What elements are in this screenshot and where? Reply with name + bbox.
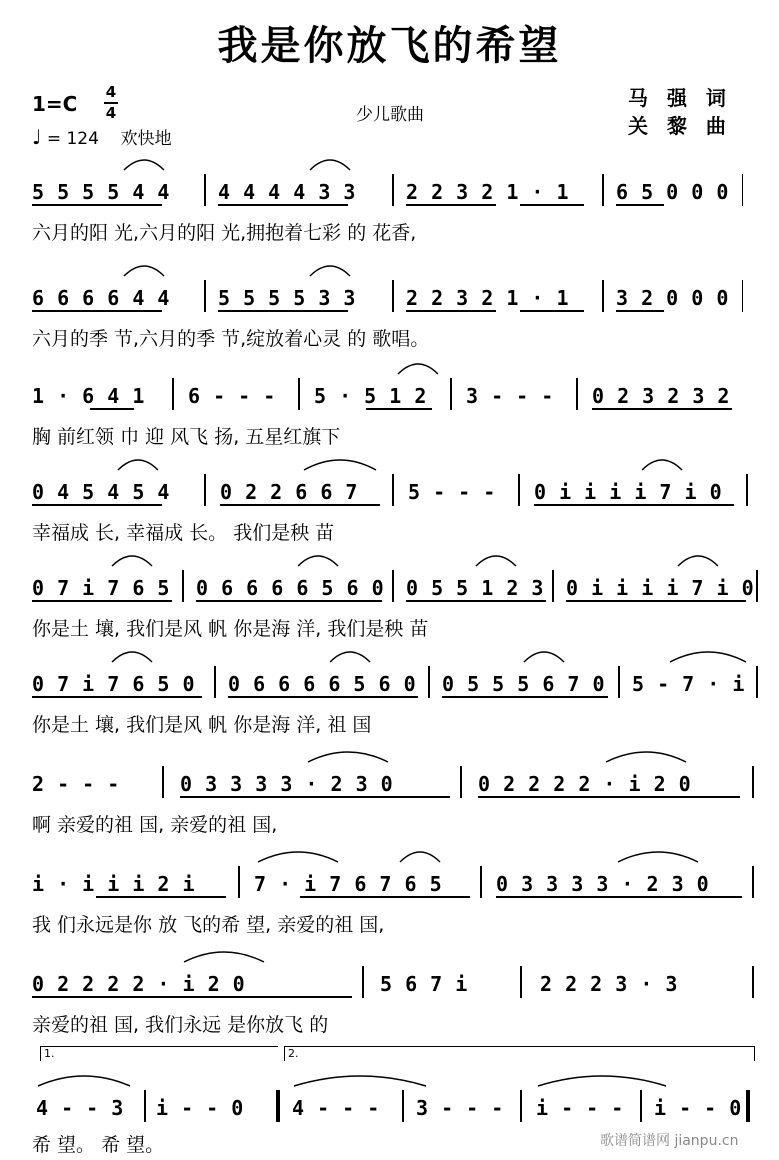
barline xyxy=(392,174,394,206)
barline xyxy=(162,766,164,798)
barline xyxy=(392,280,394,312)
beam-line xyxy=(366,408,432,410)
measure: 0 2 3 2 3 2 xyxy=(592,384,730,408)
beam-line xyxy=(180,796,450,798)
slur xyxy=(302,450,378,472)
lyrics-line: 你是土 壤, 我们是风 帆 你是海 洋, 我们是秧 苗 xyxy=(32,618,429,640)
score-row-1 xyxy=(0,180,779,244)
slur xyxy=(182,942,266,964)
lyrics-line: 亲爱的祖 国, 我们永远 是你放飞 的 xyxy=(32,1014,329,1036)
beam-line xyxy=(566,600,746,602)
beam-line xyxy=(534,504,734,506)
barline xyxy=(362,966,364,998)
slur xyxy=(398,842,442,864)
score-row-4 xyxy=(0,480,779,544)
barline xyxy=(742,174,743,206)
meter-bottom: 4 xyxy=(105,104,117,122)
measure: 3 - - - xyxy=(416,1096,504,1120)
measure: 2 2 3 2 1 · 1 xyxy=(406,180,570,204)
score-row-9 xyxy=(0,972,779,1036)
measure: 4 - - 3 xyxy=(36,1096,124,1120)
beam-line xyxy=(592,408,732,410)
barline xyxy=(428,666,430,698)
measure: 3 - - - xyxy=(466,384,554,408)
barline xyxy=(640,1090,642,1122)
measure: 5 6 7 i xyxy=(380,972,468,996)
lyrics-line: 六月的季 节,六月的季 节,绽放着心灵 的 歌唱。 xyxy=(32,328,430,350)
barline xyxy=(204,174,206,206)
measure: 1 · 6 4 1 xyxy=(32,384,145,408)
slur xyxy=(536,1066,668,1088)
barline xyxy=(752,866,754,898)
beam-line xyxy=(442,696,608,698)
barline xyxy=(238,866,240,898)
beam-line xyxy=(196,600,382,602)
beam-line xyxy=(478,796,740,798)
measure: 6 - - - xyxy=(188,384,276,408)
barline xyxy=(392,570,394,602)
measure: 0 7 i 7 6 5 xyxy=(32,576,170,600)
slur xyxy=(116,450,160,472)
barline xyxy=(618,666,620,698)
barline xyxy=(298,378,300,410)
tempo-value: = 124 xyxy=(46,129,99,149)
beam-line xyxy=(520,204,584,206)
slur xyxy=(616,842,700,864)
beam-line xyxy=(32,504,162,506)
lyricist: 马 强 词 xyxy=(628,86,732,110)
score-row-6 xyxy=(0,672,779,736)
measure: 3 2 0 0 0 xyxy=(616,286,729,310)
measure: 0 2 2 2 2 · i 2 0 xyxy=(478,772,692,796)
lyrics-line: 我 们永远是你 放 飞的希 望, 亲爱的祖 国, xyxy=(32,914,385,936)
lyrics-line: 希 望。 希 望。 xyxy=(32,1134,165,1156)
slur xyxy=(306,742,390,764)
slur xyxy=(328,642,372,664)
slur xyxy=(640,450,684,472)
measure: 0 5 5 5 6 7 0 xyxy=(442,672,606,696)
slur xyxy=(396,354,440,376)
barline xyxy=(402,1090,404,1122)
slur xyxy=(308,256,352,278)
slur xyxy=(292,1066,428,1088)
measure: 0 6 6 6 6 5 6 0 xyxy=(228,672,417,696)
lyrics-line: 胸 前红领 巾 迎 风飞 扬, 五星红旗下 xyxy=(32,426,341,448)
beam-line xyxy=(406,310,496,312)
measure: 5 - - - xyxy=(408,480,496,504)
tempo-mark xyxy=(32,124,172,149)
beam-line xyxy=(300,896,470,898)
score-row-2 xyxy=(0,286,779,350)
measure: 0 i i i i 7 i 0 xyxy=(534,480,723,504)
score-row-8 xyxy=(0,872,779,936)
measure: 7 · i 7 6 7 6 5 xyxy=(254,872,443,896)
measure: 5 5 5 5 3 3 xyxy=(218,286,356,310)
measure: 0 5 5 1 2 3 xyxy=(406,576,544,600)
barline xyxy=(204,280,206,312)
barline xyxy=(204,474,206,506)
measure: 0 3 3 3 3 · 2 3 0 xyxy=(180,772,394,796)
slur xyxy=(474,546,518,568)
lyrics-line: 幸福成 长, 幸福成 长。 我们是秧 苗 xyxy=(32,522,335,544)
barline xyxy=(172,378,174,410)
beam-line xyxy=(220,504,380,506)
barline xyxy=(518,474,520,506)
beam-line xyxy=(32,996,352,998)
barline xyxy=(480,866,482,898)
beam-line xyxy=(32,204,162,206)
barline xyxy=(460,766,462,798)
time-signature xyxy=(104,84,118,122)
barline xyxy=(520,966,522,998)
volta-second: 2. xyxy=(284,1046,755,1061)
beam-line xyxy=(32,310,162,312)
beam-line xyxy=(496,896,742,898)
barline xyxy=(756,570,758,602)
repeat-barline xyxy=(276,1090,280,1122)
barline xyxy=(450,378,452,410)
credits xyxy=(628,84,732,140)
tempo-mood: 欢快地 xyxy=(120,129,172,149)
slur xyxy=(110,642,154,664)
barline xyxy=(756,666,758,698)
measure: 0 i i i i 7 i 0 xyxy=(566,576,755,600)
slur xyxy=(36,1066,132,1088)
slur xyxy=(308,150,352,172)
slur xyxy=(110,546,154,568)
score-row-3 xyxy=(0,384,779,448)
beam-line xyxy=(32,600,172,602)
beam-line xyxy=(218,204,348,206)
genre-label: 少儿歌曲 xyxy=(356,105,424,125)
measure: 0 3 3 3 3 · 2 3 0 xyxy=(496,872,710,896)
beam-line xyxy=(520,310,584,312)
site-watermark: 歌谱简谱网 jianpu.cn xyxy=(600,1133,739,1149)
meter-top: 4 xyxy=(105,83,117,101)
measure: i - - 0 xyxy=(156,1096,244,1120)
beam-line xyxy=(406,204,496,206)
beam-line xyxy=(406,600,546,602)
lyrics-line: 你是土 壤, 我们是风 帆 你是海 洋, 祖 国 xyxy=(32,714,372,736)
barline xyxy=(576,378,578,410)
volta-first: 1. xyxy=(40,1046,278,1061)
slur xyxy=(676,546,720,568)
measure: 0 2 2 2 2 · i 2 0 xyxy=(32,972,246,996)
measure: 5 - 7 · i xyxy=(632,672,745,696)
beam-line xyxy=(90,408,134,410)
lyrics-line: 啊 亲爱的祖 国, 亲爱的祖 国, xyxy=(32,814,278,836)
slur xyxy=(122,150,166,172)
slur xyxy=(122,256,166,278)
barline xyxy=(746,474,748,506)
song-title: 我是你放飞的希望 xyxy=(217,22,562,69)
measure: 2 2 3 2 1 · 1 xyxy=(406,286,570,310)
lyrics-line: 六月的阳 光,六月的阳 光,拥抱着七彩 的 花香, xyxy=(32,222,417,244)
beam-line xyxy=(32,696,202,698)
measure: 2 - - - xyxy=(32,772,120,796)
score-row-5 xyxy=(0,576,779,640)
key-signature: 1=C xyxy=(32,92,78,116)
slur xyxy=(604,742,688,764)
measure: 4 4 4 4 3 3 xyxy=(218,180,356,204)
beam-line xyxy=(218,310,348,312)
final-barline xyxy=(746,1090,750,1122)
measure: 5 · 5 1 2 xyxy=(314,384,427,408)
barline xyxy=(742,280,743,312)
measure: 0 7 i 7 6 5 0 xyxy=(32,672,196,696)
score-row-7 xyxy=(0,772,779,836)
slur xyxy=(668,642,748,664)
slur xyxy=(296,546,340,568)
barline xyxy=(520,1090,522,1122)
barline xyxy=(602,280,604,312)
composer: 关 黎 曲 xyxy=(628,114,732,138)
barline xyxy=(182,570,184,602)
barline xyxy=(392,474,394,506)
quarter-note-icon: ♩ xyxy=(32,125,42,149)
barline xyxy=(214,666,216,698)
beam-line xyxy=(96,896,226,898)
barline xyxy=(602,174,604,206)
measure: 2 2 2 3 · 3 xyxy=(540,972,678,996)
measure: 5 5 5 5 4 4 xyxy=(32,180,170,204)
beam-line xyxy=(228,696,418,698)
barline xyxy=(752,766,754,798)
measure: i - - 0 xyxy=(654,1096,742,1120)
slur xyxy=(522,642,566,664)
measure: i · i i i 2 i xyxy=(32,872,196,896)
measure: 6 5 0 0 0 xyxy=(616,180,729,204)
barline xyxy=(752,966,754,998)
beam-line xyxy=(616,310,664,312)
measure: 0 4 5 4 5 4 xyxy=(32,480,170,504)
measure: 6 6 6 6 4 4 xyxy=(32,286,170,310)
measure: i - - - xyxy=(536,1096,624,1120)
barline xyxy=(144,1090,146,1122)
barline xyxy=(552,570,554,602)
beam-line xyxy=(616,204,664,206)
measure: 4 - - - xyxy=(292,1096,380,1120)
measure: 0 2 2 6 6 7 xyxy=(220,480,358,504)
measure: 0 6 6 6 6 5 6 0 xyxy=(196,576,385,600)
slur xyxy=(256,842,340,864)
